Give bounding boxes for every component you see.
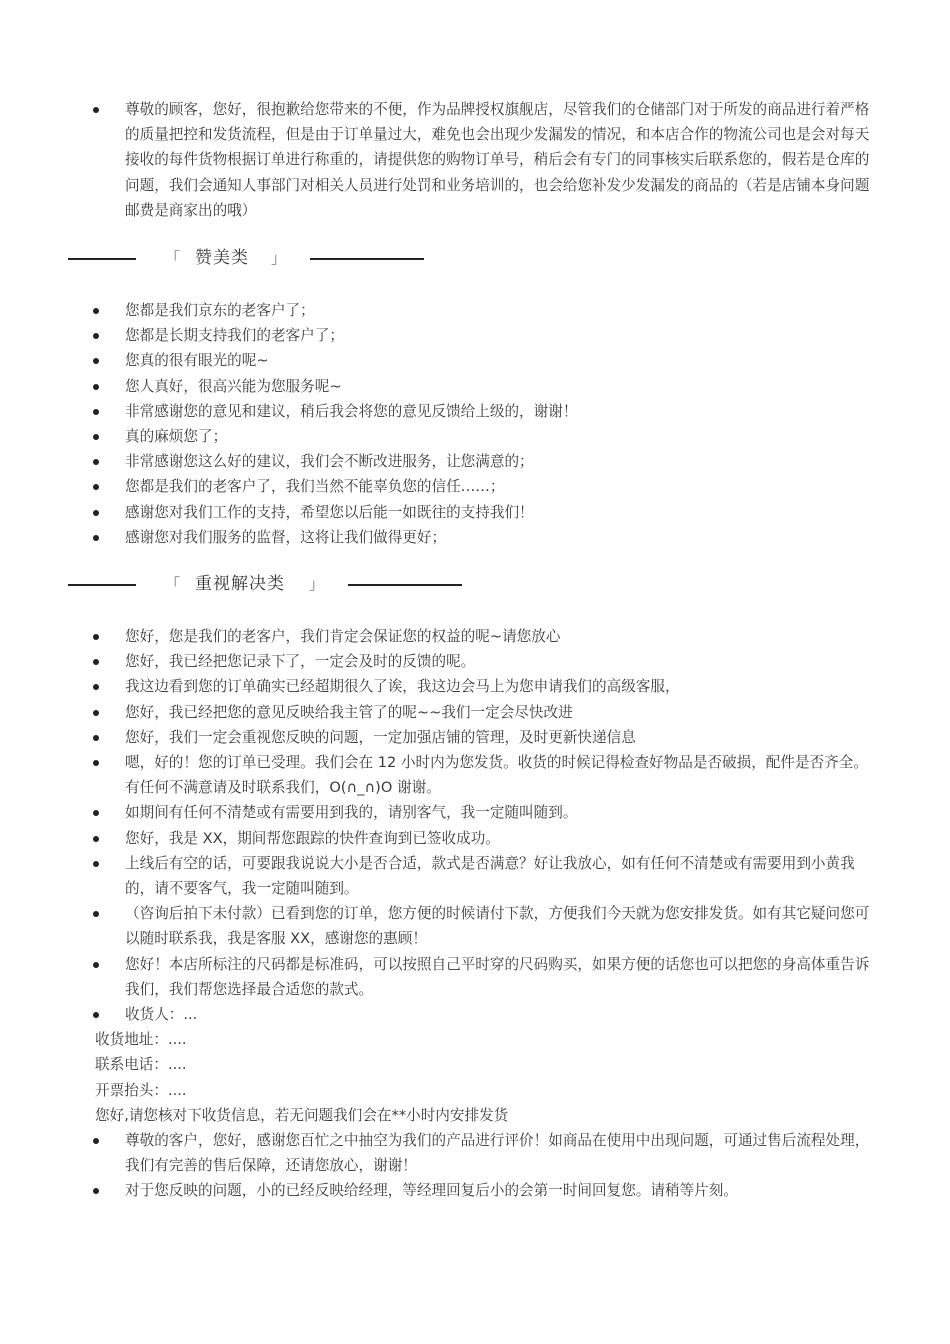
contact-phone-line: 联系电话：.... bbox=[95, 1056, 187, 1074]
list-item: （咨询后拍下未付款）已看到您的订单，您方便的时候请付下款，方便我们今天就为您安排发货。如有其它疑问您可以随时联系我，我是客服 XX，感谢您的惠顾！ bbox=[0, 901, 950, 951]
list-item: 您都是长期支持我们的老客户了； bbox=[0, 323, 950, 348]
list-item: 上线后有空的话，可要跟我说说大小是否合适，款式是否满意？好让我放心，如有任何不清楚或有需要用到小黄我的，请不要客气，我一定随叫随到。 bbox=[0, 851, 950, 901]
invoice-title-line: 开票抬头：.... bbox=[95, 1081, 187, 1099]
list-item: 我这边看到您的订单确实已经超期很久了诶，我这边会马上为您申请我们的高级客服， bbox=[0, 674, 950, 699]
intro-list bbox=[0, 97, 950, 223]
praise-list bbox=[0, 298, 950, 550]
resolve-list bbox=[0, 624, 950, 1027]
heading-bracket-close: 」 bbox=[271, 249, 287, 267]
list-item: 您都是我们的老客户了，我们当然不能辜负您的信任……； bbox=[0, 474, 950, 499]
heading-bracket-open: 「 bbox=[165, 575, 181, 593]
resolve-section-heading bbox=[0, 572, 950, 597]
list-item: 非常感谢您这么好的建议，我们会不断改进服务，让您满意的； bbox=[0, 449, 950, 474]
heading-bracket-close: 」 bbox=[309, 575, 325, 593]
resolve-section-title: 重视解决类 bbox=[195, 574, 285, 594]
list-item: 您好，我们一定会重视您反映的问题，一定加强店铺的管理，及时更新快递信息 bbox=[0, 725, 950, 750]
heading-rule-left bbox=[68, 258, 136, 260]
list-item: 非常感谢您的意见和建议，稍后我会将您的意见反馈给上级的，谢谢！ bbox=[0, 399, 950, 424]
list-item: 您真的很有眼光的呢~ bbox=[0, 348, 950, 373]
heading-rule-right bbox=[310, 258, 424, 260]
list-item: 尊敬的客户，您好，感谢您百忙之中抽空为我们的产品进行评价！如商品在使用中出现问题，可通过售后流程处理，我们有完善的售后保障，还请您放心，谢谢！ bbox=[0, 1128, 950, 1178]
list-item: 对于您反映的问题，小的已经反映给经理，等经理回复后小的会第一时间回复您。请稍等片刻。 bbox=[0, 1178, 950, 1203]
list-item: 如期间有任何不清楚或有需要用到我的，请别客气，我一定随叫随到。 bbox=[0, 800, 950, 825]
shipping-address-line: 收货地址：.... bbox=[95, 1031, 187, 1049]
list-item: 您好，我已经把您的意见反映给我主管了的呢~~我们一定会尽快改进 bbox=[0, 700, 950, 725]
confirm-info-line: 您好,请您核对下收货信息，若无问题我们会在**小时内安排发货 bbox=[95, 1106, 509, 1124]
heading-rule-left bbox=[68, 584, 136, 586]
praise-section-heading bbox=[0, 246, 950, 271]
list-item: 您人真好，很高兴能为您服务呢~ bbox=[0, 374, 950, 399]
list-item: 收货人：... bbox=[0, 1002, 950, 1027]
list-item: 嗯，好的！您的订单已受理。我们会在 12 小时内为您发货。收货的时候记得检查好物品是否破损，配件是否齐全。有任何不满意请及时联系我们，O(∩_∩)O 谢谢。 bbox=[0, 750, 950, 800]
list-item: 尊敬的顾客，您好，很抱歉给您带来的不便，作为品牌授权旗舰店，尽管我们的仓储部门对于所发的商品进行着严格的质量把控和发货流程，但是由于订单量过大，难免也会出现少发漏发的情况，和本店合作的物流公司也是会对每天接收的每件货物根据订单进行称重的，请提供您的购物订单号，稍后会有专门的同事核实后联系您的，假若是仓库的问题，我们会通知人事部门对相关人员进行处罚和业务培训的，也会给您补发少发漏发的商品的（若是店铺本身问题邮费是商家出的哦） bbox=[0, 97, 950, 223]
closing-list bbox=[0, 1128, 950, 1204]
list-item: 真的麻烦您了； bbox=[0, 424, 950, 449]
list-item: 您好，您是我们的老客户，我们肯定会保证您的权益的呢~请您放心 bbox=[0, 624, 950, 649]
list-item: 您好！本店所标注的尺码都是标准码，可以按照自己平时穿的尺码购买，如果方便的话您也可以把您的身高体重告诉我们，我们帮您选择最合适您的款式。 bbox=[0, 952, 950, 1002]
resolve-section-body bbox=[0, 624, 950, 1204]
list-item: 感谢您对我们工作的支持，希望您以后能一如既往的支持我们！ bbox=[0, 500, 950, 525]
list-item: 感谢您对我们服务的监督，这将让我们做得更好； bbox=[0, 525, 950, 550]
list-item: 您好，我已经把您记录下了，一定会及时的反馈的呢。 bbox=[0, 649, 950, 674]
praise-section-title: 赞美类 bbox=[195, 248, 249, 268]
list-item: 您都是我们京东的老客户了； bbox=[0, 298, 950, 323]
heading-rule-right bbox=[348, 584, 462, 586]
list-item: 您好，我是 XX，期间帮您跟踪的快件查询到已签收成功。 bbox=[0, 826, 950, 851]
heading-bracket-open: 「 bbox=[165, 249, 181, 267]
